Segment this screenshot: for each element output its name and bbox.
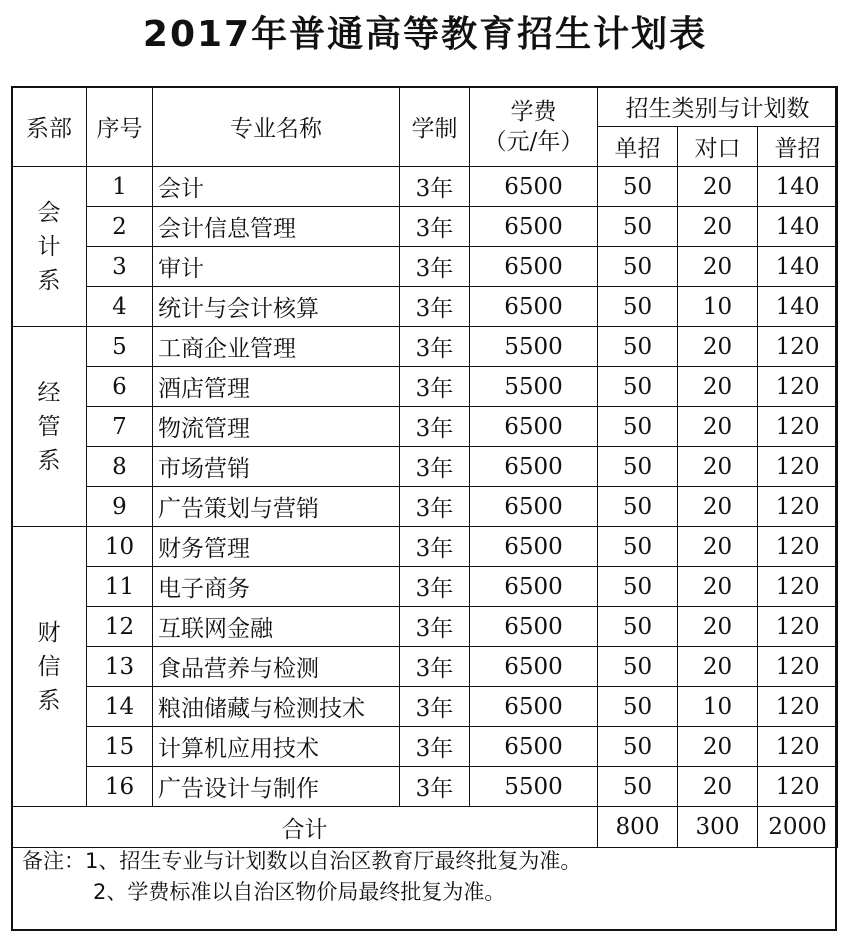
plan-c-cell: 120 — [758, 447, 838, 487]
plan-a-cell: 50 — [598, 367, 678, 407]
seq-cell: 5 — [87, 327, 153, 367]
plan-a-cell: 50 — [598, 327, 678, 367]
plan-a-cell: 50 — [598, 167, 678, 207]
plan-b-cell: 20 — [678, 487, 758, 527]
plan-c-cell: 140 — [758, 207, 838, 247]
fee-cell: 5500 — [470, 367, 598, 407]
major-cell: 酒店管理 — [153, 367, 400, 407]
duration-cell: 3年 — [400, 407, 470, 447]
plan-c-cell: 120 — [758, 327, 838, 367]
fee-cell: 6500 — [470, 527, 598, 567]
plan-c-cell: 140 — [758, 247, 838, 287]
total-a: 800 — [598, 807, 678, 848]
plan-a-cell: 50 — [598, 567, 678, 607]
seq-cell: 10 — [87, 527, 153, 567]
dept-char: 系 — [37, 447, 61, 474]
notes — [22, 846, 822, 908]
header-duration: 学制 — [400, 87, 470, 167]
plan-c-cell: 120 — [758, 727, 838, 767]
seq-cell: 9 — [87, 487, 153, 527]
seq-cell: 3 — [87, 247, 153, 287]
major-cell: 财务管理 — [153, 527, 400, 567]
plan-a-cell: 50 — [598, 647, 678, 687]
plan-b-cell: 20 — [678, 727, 758, 767]
plan-b-cell: 20 — [678, 327, 758, 367]
duration-cell: 3年 — [400, 687, 470, 727]
dept-char: 系 — [37, 267, 61, 294]
duration-cell: 3年 — [400, 647, 470, 687]
plan-a-cell: 50 — [598, 247, 678, 287]
seq-cell: 13 — [87, 647, 153, 687]
fee-cell: 6500 — [470, 447, 598, 487]
note-line-2: 2、学费标准以自治区物价局最终批复为准。 — [93, 880, 506, 904]
duration-cell: 3年 — [400, 727, 470, 767]
fee-cell: 6500 — [470, 567, 598, 607]
major-cell: 互联网金融 — [153, 607, 400, 647]
plan-b-cell: 20 — [678, 607, 758, 647]
total-c: 2000 — [758, 807, 838, 848]
major-cell: 会计信息管理 — [153, 207, 400, 247]
dept-char: 经 — [37, 379, 61, 406]
header-plan-b: 对口 — [678, 127, 758, 167]
duration-cell: 3年 — [400, 607, 470, 647]
major-cell: 统计与会计核算 — [153, 287, 400, 327]
plan-b-cell: 20 — [678, 207, 758, 247]
major-cell: 物流管理 — [153, 407, 400, 447]
plan-c-cell: 120 — [758, 367, 838, 407]
seq-cell: 8 — [87, 447, 153, 487]
dept-char: 财 — [37, 619, 61, 646]
fee-cell: 5500 — [470, 767, 598, 807]
seq-cell: 7 — [87, 407, 153, 447]
seq-cell: 4 — [87, 287, 153, 327]
duration-cell: 3年 — [400, 767, 470, 807]
duration-cell: 3年 — [400, 247, 470, 287]
fee-cell: 6500 — [470, 207, 598, 247]
plan-b-cell: 20 — [678, 567, 758, 607]
fee-cell: 6500 — [470, 247, 598, 287]
duration-cell: 3年 — [400, 367, 470, 407]
plan-a-cell: 50 — [598, 207, 678, 247]
plan-c-cell: 120 — [758, 487, 838, 527]
fee-cell: 6500 — [470, 727, 598, 767]
note-line-1: 备注：1、招生专业与计划数以自治区教育厅最终批复为准。 — [22, 849, 582, 873]
seq-cell: 12 — [87, 607, 153, 647]
plan-b-cell: 20 — [678, 767, 758, 807]
major-cell: 会计 — [153, 167, 400, 207]
plan-a-cell: 50 — [598, 767, 678, 807]
total-b: 300 — [678, 807, 758, 848]
total-label: 合计 — [12, 807, 598, 848]
plan-b-cell: 20 — [678, 447, 758, 487]
fee-cell: 6500 — [470, 287, 598, 327]
fee-cell: 6500 — [470, 647, 598, 687]
duration-cell: 3年 — [400, 287, 470, 327]
plan-b-cell: 20 — [678, 527, 758, 567]
plan-b-cell: 10 — [678, 687, 758, 727]
header-plan-a: 单招 — [598, 127, 678, 167]
header-dept: 系部 — [12, 87, 87, 167]
header-plan-group: 招生类别与计划数 — [598, 87, 838, 127]
plan-c-cell: 140 — [758, 287, 838, 327]
plan-a-cell: 50 — [598, 407, 678, 447]
duration-cell: 3年 — [400, 487, 470, 527]
plan-c-cell: 140 — [758, 167, 838, 207]
header-plan-c: 普招 — [758, 127, 838, 167]
header-major: 专业名称 — [153, 87, 400, 167]
header-seq: 序号 — [87, 87, 153, 167]
plan-a-cell: 50 — [598, 607, 678, 647]
plan-c-cell: 120 — [758, 527, 838, 567]
major-cell: 计算机应用技术 — [153, 727, 400, 767]
plan-a-cell: 50 — [598, 487, 678, 527]
major-cell: 电子商务 — [153, 567, 400, 607]
duration-cell: 3年 — [400, 327, 470, 367]
plan-c-cell: 120 — [758, 567, 838, 607]
duration-cell: 3年 — [400, 567, 470, 607]
dept-char: 系 — [37, 687, 61, 714]
fee-cell: 6500 — [470, 167, 598, 207]
major-cell: 广告设计与制作 — [153, 767, 400, 807]
seq-cell: 11 — [87, 567, 153, 607]
seq-cell: 2 — [87, 207, 153, 247]
fee-cell: 5500 — [470, 327, 598, 367]
dept-char: 会 — [37, 199, 61, 226]
major-cell: 市场营销 — [153, 447, 400, 487]
plan-b-cell: 20 — [678, 407, 758, 447]
dept-char: 计 — [37, 233, 61, 260]
header-fee-line2: （元/年） — [483, 128, 584, 155]
duration-cell: 3年 — [400, 207, 470, 247]
header-fee-line1: 学费 — [510, 98, 557, 125]
table-frame — [11, 86, 837, 931]
seq-cell: 14 — [87, 687, 153, 727]
seq-cell: 15 — [87, 727, 153, 767]
major-cell: 粮油储藏与检测技术 — [153, 687, 400, 727]
plan-b-cell: 20 — [678, 647, 758, 687]
seq-cell: 16 — [87, 767, 153, 807]
major-cell: 广告策划与营销 — [153, 487, 400, 527]
plan-b-cell: 20 — [678, 247, 758, 287]
major-cell: 工商企业管理 — [153, 327, 400, 367]
plan-c-cell: 120 — [758, 647, 838, 687]
fee-cell: 6500 — [470, 487, 598, 527]
page-title: 2017年普通高等教育招生计划表 — [142, 14, 708, 55]
plan-c-cell: 120 — [758, 767, 838, 807]
dept-char: 管 — [37, 413, 61, 440]
plan-a-cell: 50 — [598, 447, 678, 487]
plan-c-cell: 120 — [758, 407, 838, 447]
seq-cell: 1 — [87, 167, 153, 207]
dept-char: 信 — [37, 653, 61, 680]
major-cell: 审计 — [153, 247, 400, 287]
fee-cell: 6500 — [470, 407, 598, 447]
plan-c-cell: 120 — [758, 607, 838, 647]
major-cell: 食品营养与检测 — [153, 647, 400, 687]
fee-cell: 6500 — [470, 687, 598, 727]
duration-cell: 3年 — [400, 527, 470, 567]
seq-cell: 6 — [87, 367, 153, 407]
duration-cell: 3年 — [400, 167, 470, 207]
fee-cell: 6500 — [470, 607, 598, 647]
plan-b-cell: 10 — [678, 287, 758, 327]
plan-c-cell: 120 — [758, 687, 838, 727]
plan-a-cell: 50 — [598, 527, 678, 567]
plan-a-cell: 50 — [598, 287, 678, 327]
duration-cell: 3年 — [400, 447, 470, 487]
plan-b-cell: 20 — [678, 167, 758, 207]
plan-a-cell: 50 — [598, 727, 678, 767]
plan-b-cell: 20 — [678, 367, 758, 407]
plan-a-cell: 50 — [598, 687, 678, 727]
